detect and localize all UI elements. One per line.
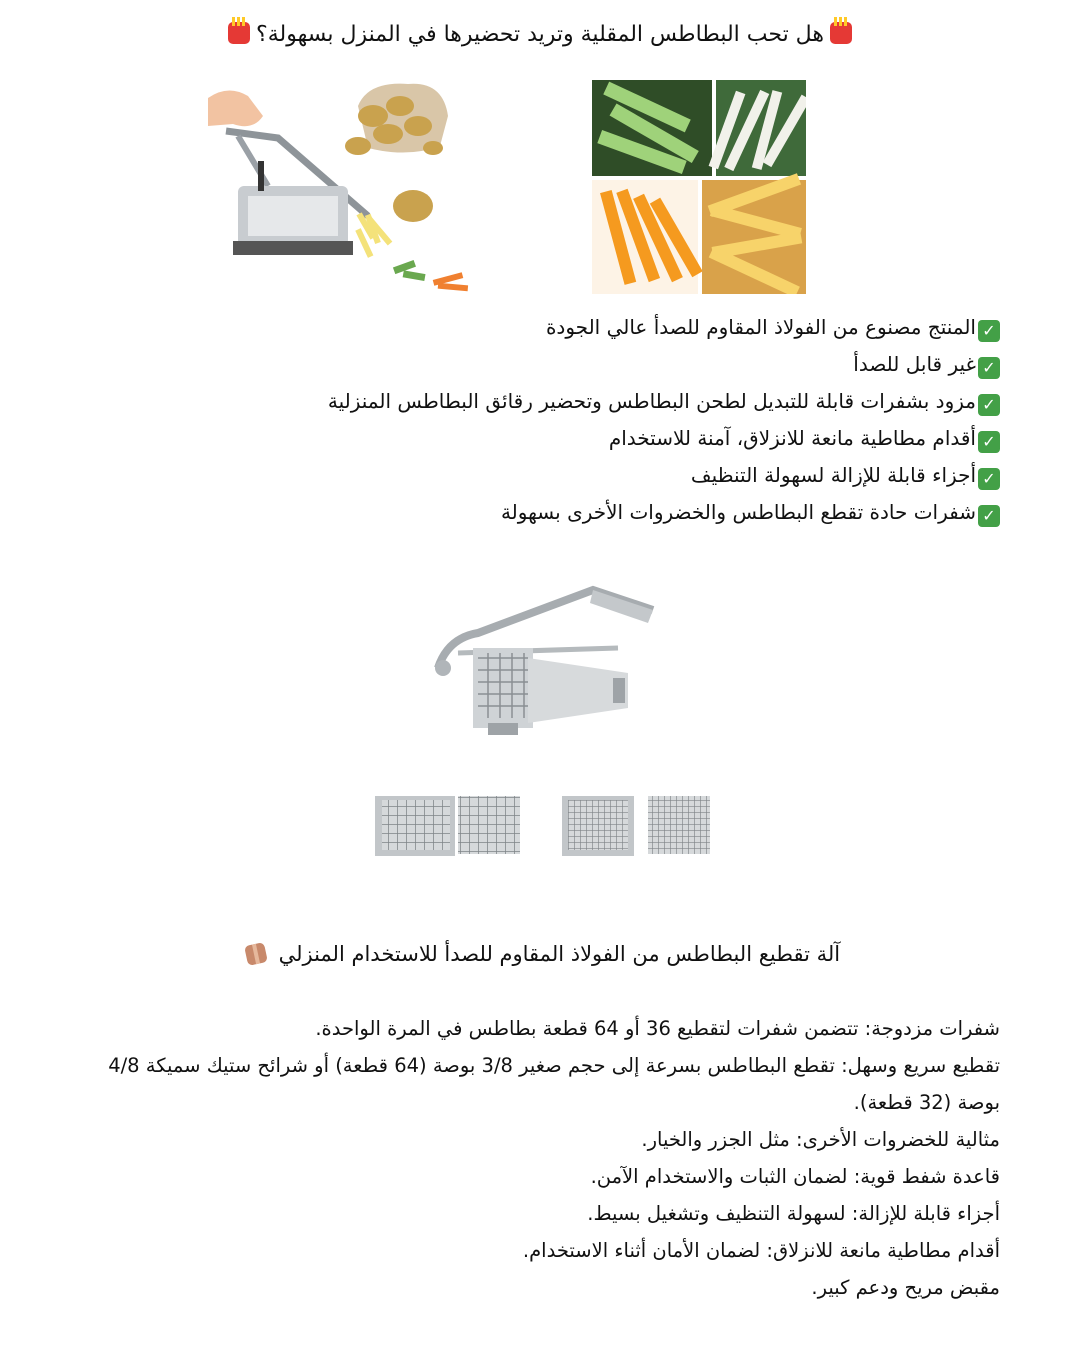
list-item: ✓غير قابل للصدأ (80, 349, 1000, 386)
replacement-blades-photo (370, 788, 714, 862)
vegetable-sticks-collage (592, 80, 806, 294)
potato-slicer-product-photo (418, 578, 664, 748)
product-title-text: آلة تقطيع البطاطس من الفولاذ المقاوم للصدأ للاستخدام المنزلي (278, 942, 841, 966)
list-item: تقطيع سريع وسهل: تقطع البطاطس بسرعة إلى حجم صغير 3/8 بوصة (64 قطعة) أو شرائح ستيك سميكة 4/8 بوصة (32 قطعة). (108, 1054, 1000, 1114)
list-item: مثالية للخضروات الأخرى: مثل الجزر والخيار. (641, 1128, 1000, 1151)
french-fries-icon (228, 22, 250, 44)
list-item: شفرات مزدوجة: تتضمن شفرات لتقطيع 36 أو 64 قطعة بطاطس في المرة الواحدة. (315, 1017, 1000, 1040)
feature-list (80, 312, 1000, 534)
list-item: قاعدة شفط قوية: لضمان الثبات والاستخدام الآمن. (590, 1165, 1000, 1188)
slicer-with-potatoes-photo (208, 76, 480, 298)
check-mark-button-icon: ✓ (978, 357, 1000, 379)
check-mark-button-icon: ✓ (978, 394, 1000, 416)
details-list (100, 1010, 1000, 1306)
list-item: ✓شفرات حادة تقطع البطاطس والخضروات الأخرى بسهولة (80, 497, 1000, 534)
list-item: مقبض مريح ودعم كبير. (811, 1276, 1000, 1299)
check-mark-button-icon: ✓ (978, 505, 1000, 527)
list-item: أجزاء قابلة للإزالة: لسهولة التنظيف وتشغيل بسيط. (587, 1202, 1000, 1225)
list-item: ✓المنتج مصنوع من الفولاذ المقاوم للصدأ عالي الجودة (80, 312, 1000, 349)
list-item: ✓أجزاء قابلة للإزالة لسهولة التنظيف (80, 460, 1000, 497)
list-item: أقدام مطاطية مانعة للانزلاق: لضمان الأمان أثناء الاستخدام. (522, 1239, 1000, 1262)
list-item: ✓مزود بشفرات قابلة للتبديل لطحن البطاطس وتحضير رقائق البطاطس المنزلية (80, 386, 1000, 423)
page-title-text: هل تحب البطاطس المقلية وتريد تحضيرها في المنزل بسهولة؟ (256, 22, 824, 47)
page-title (0, 18, 1080, 52)
list-item: ✓أقدام مطاطية مانعة للانزلاق، آمنة للاستخدام (80, 423, 1000, 460)
check-mark-button-icon: ✓ (978, 431, 1000, 453)
product-title (0, 938, 1080, 970)
package-icon (244, 942, 268, 966)
check-mark-button-icon: ✓ (978, 320, 1000, 342)
check-mark-button-icon: ✓ (978, 468, 1000, 490)
french-fries-icon (830, 22, 852, 44)
